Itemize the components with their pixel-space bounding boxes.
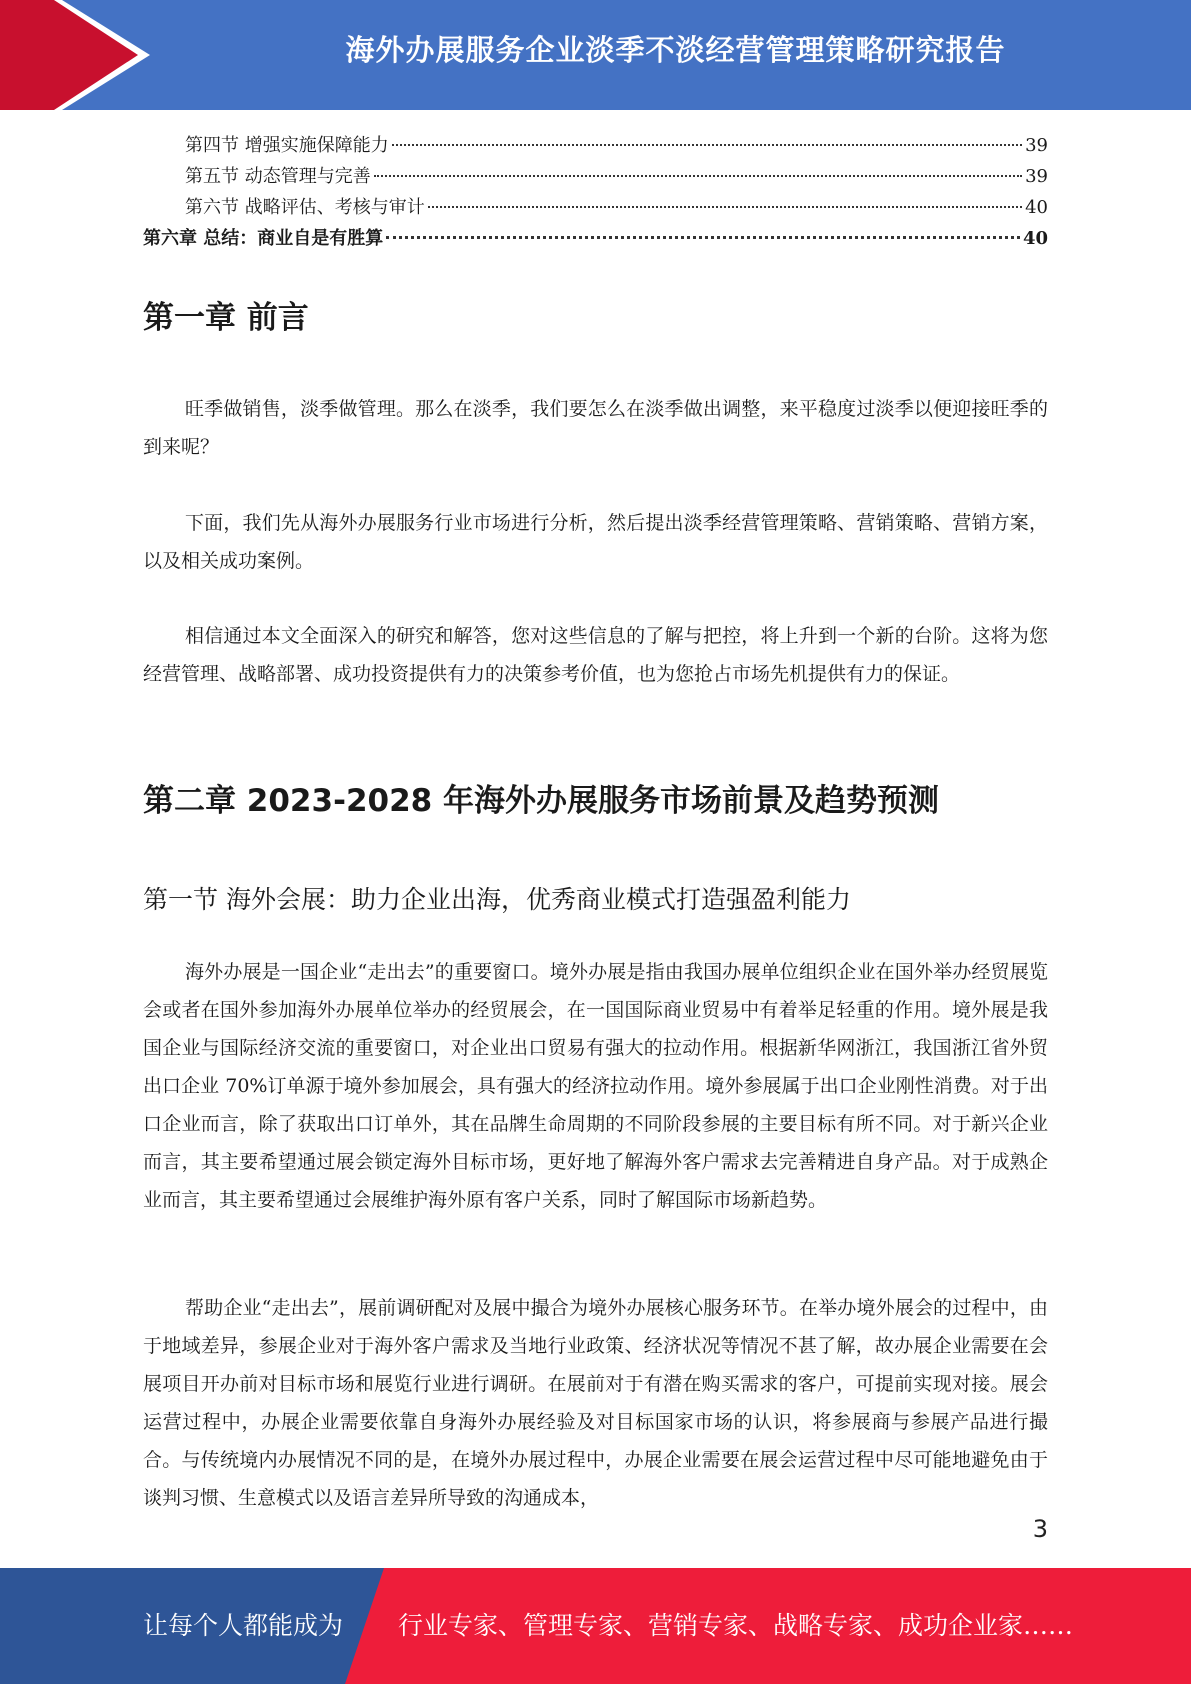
toc-entry-page: 39 — [1025, 135, 1048, 156]
toc-entry-label: 第六章 总结：商业自是有胜算 — [143, 228, 384, 249]
page-number: 3 — [1032, 1515, 1048, 1543]
toc-leader-dots — [428, 206, 1022, 208]
paragraph: 相信通过本文全面深入的研究和解答，您对这些信息的了解与把控，将上升到一个新的台阶。这将为您经营管理、战略部署、成功投资提供有力的决策参考价值，也为您抢占市场先机提供有力的保证。 — [143, 625, 1048, 685]
chapter-2-heading: 第二章 2023-2028 年海外办展服务市场前景及趋势预测 — [143, 783, 940, 819]
footer-slogan-left: 让每个人都能成为 — [143, 1611, 344, 1640]
toc-entry[interactable] — [143, 192, 1048, 223]
paragraph: 旺季做销售，淡季做管理。那么在淡季，我们要怎么在淡季做出调整，来平稳度过淡季以便迎接旺季的到来呢？ — [143, 398, 1048, 458]
footer-slogan-right: 行业专家、管理专家、营销专家、战略专家、成功企业家…… — [398, 1611, 1074, 1640]
section-1-heading: 第一节 海外会展：助力企业出海，优秀商业模式打造强盈利能力 — [143, 885, 851, 914]
paragraph: 帮助企业“走出去”，展前调研配对及展中撮合为境外办展核心服务环节。在举办境外展会的过程中，由于地域差异，参展企业对于海外客户需求及当地行业政策、经济状况等情况不甚了解，故办展企业需要在会展项目开办前对目标市场和展览行业进行调研。在展前对于有潜在购买需求的客户，可提前实现对接。展会运营过程中，办展企业需要依靠自身海外办展经验及对目标国家市场的认识，将参展商与参展产品进行撮合。与传统境内办展情况不同的是，在境外办展过程中，办展企业需要在展会运营过程中尽可能地避免由于谈判习惯、生意模式以及语言差异所导致的沟通成本， — [143, 1297, 1048, 1509]
toc-entry-page: 40 — [1025, 197, 1048, 218]
chevron-arrow-icon — [0, 0, 160, 110]
toc-entry-page: 39 — [1025, 166, 1048, 187]
toc-entry-label: 第六节 战略评估、考核与审计 — [185, 197, 425, 218]
toc-leader-dots — [392, 144, 1022, 146]
toc-entry-label: 第五节 动态管理与完善 — [185, 166, 371, 187]
table-of-contents — [143, 130, 1048, 254]
toc-entry[interactable] — [143, 130, 1048, 161]
paragraph: 海外办展是一国企业“走出去”的重要窗口。境外办展是指由我国办展单位组织企业在国外举办经贸展览会或者在国外参加海外办展单位举办的经贸展会，在一国国际商业贸易中有着举足轻重的作用。境外展是我国企业与国际经济交流的重要窗口，对企业出口贸易有强大的拉动作用。根据新华网浙江，我国浙江省外贸出口企业 70%订单源于境外参加展会，具有强大的经济拉动作用。境外参展属于出口企业刚性消费。对于出口企业而言，除了获取出口订单外，其在品牌生命周期的不同阶段参展的主要目标有所不同。对于新兴企业而言，其主要希望通过展会锁定海外目标市场，更好地了解海外客户需求去完善精进自身产品。对于成熟企业而言，其主要希望通过会展维护海外原有客户关系，同时了解国际市场新趋势。 — [143, 961, 1048, 1211]
toc-entry[interactable] — [143, 161, 1048, 192]
chapter-1-heading: 第一章 前言 — [143, 300, 309, 336]
toc-entry-page: 40 — [1022, 228, 1048, 249]
toc-chapter-entry[interactable] — [143, 223, 1048, 254]
report-title: 海外办展服务企业淡季不淡经营管理策略研究报告 — [345, 33, 1006, 67]
toc-entry-label: 第四节 增强实施保障能力 — [185, 135, 389, 156]
paragraph: 下面，我们先从海外办展服务行业市场进行分析，然后提出淡季经营管理策略、营销策略、营销方案，以及相关成功案例。 — [143, 512, 1048, 572]
report-header — [0, 0, 1191, 110]
toc-leader-dots — [386, 236, 1020, 239]
footer-banner — [0, 1568, 1191, 1684]
toc-leader-dots — [374, 175, 1022, 177]
